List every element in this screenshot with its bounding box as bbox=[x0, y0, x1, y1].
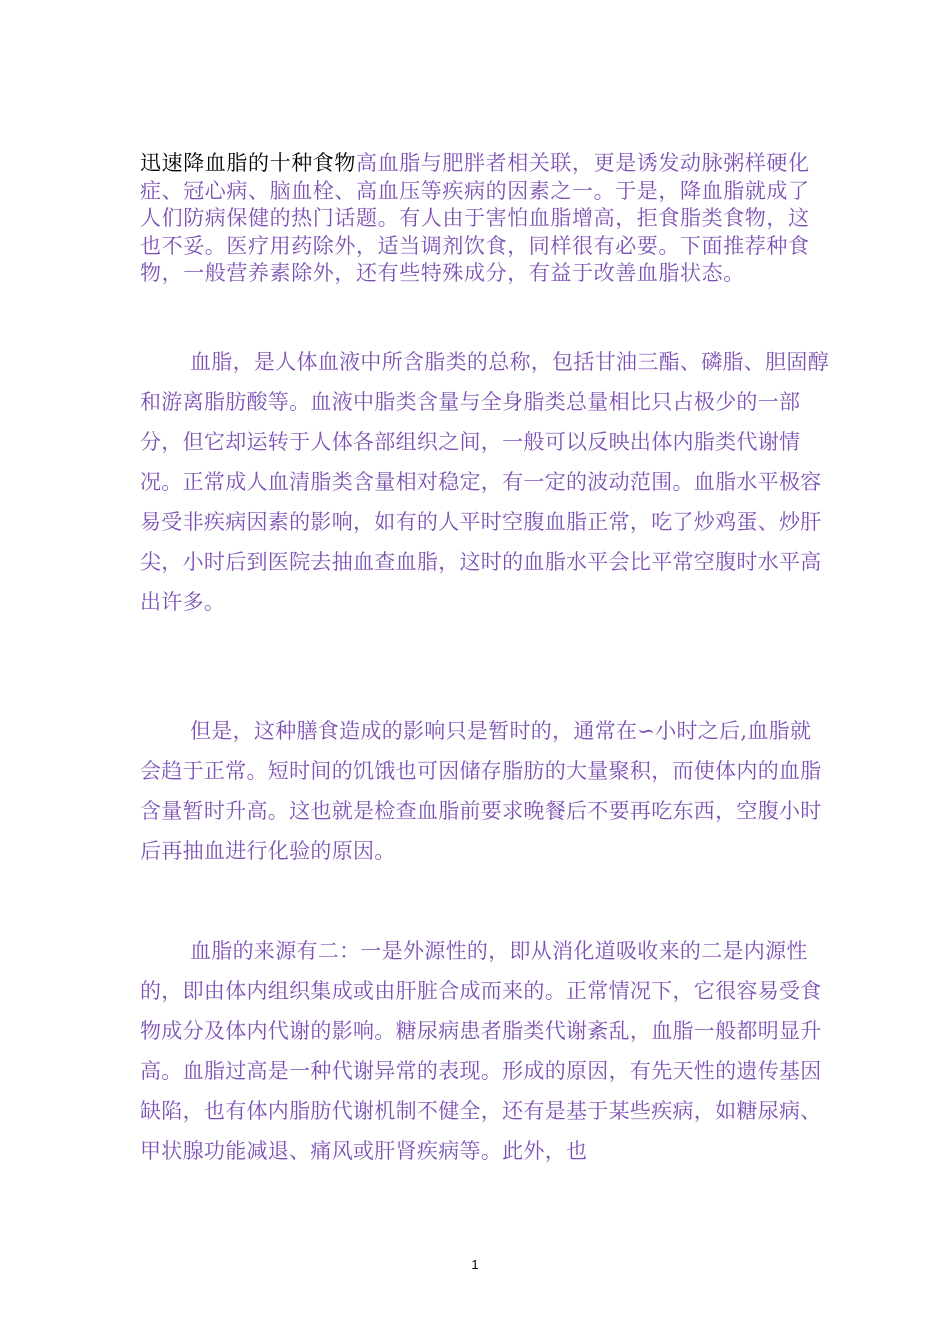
page-number: 1 bbox=[471, 1257, 479, 1272]
body-paragraph-3: 血脂的来源有二：一是外源性的，即从消化道吸收来的二是内源性的，即由体内组织集成或由肝脏合成而来的。正常情况下，它很容易受食物成分及体内代谢的影响。糖尿病患者脂类代谢紊乱，血脂一般都明显升高。血脂过高是一种代谢异常的表现。形成的原因，有先天性的遗传基因缺陷，也有体内脂肪代谢机制不健全，还有是基于某些疾病，如糖尿病、甲状腺功能减退、痛风或肝肾疾病等。此外，也 bbox=[140, 939, 822, 1163]
intro-text: 高血脂与肥胖者相关联，更是诱发动脉粥样硬化症、冠心病、脑血栓、高血压等疾病的因素之一。于是，降血脂就成了人们防病保健的热门话题。有人由于害怕血脂增高，拒食脂类食物，这也不妥。医疗用药除外，适当调剂饮食，同样很有必要。下面推荐种食物，一般营养素除外，还有些特殊成分，有益于改善血脂状态。 bbox=[140, 151, 810, 285]
intro-paragraph bbox=[140, 150, 820, 288]
document-title: 迅速降血脂的十种食物 bbox=[140, 151, 356, 175]
body-paragraph-1: 血脂，是人体血液中所含脂类的总称，包括甘油三酯、磷脂、胆固醇和游离脂肪酸等。血液中脂类含量与全身脂类总量相比只占极少的一部分，但它却运转于人体各部组织之间，一般可以反映出体内脂类代谢情况。正常成人血清脂类含量相对稳定，有一定的波动范围。血脂水平极容易受非疾病因素的影响，如有的人平时空腹血脂正常，吃了炒鸡蛋、炒肝尖，小时后到医院去抽血查血脂，这时的血脂水平会比平常空腹时水平高出许多。 bbox=[140, 350, 829, 614]
body-paragraph-2: 但是，这种膳食造成的影响只是暂时的，通常在∽小时之后,血脂就会趋于正常。短时间的饥饿也可因储存脂肪的大量聚积，而使体内的血脂含量暂时升高。这也就是检查血脂前要求晚餐后不要再吃东西，空腹小时后再抽血进行化验的原因。 bbox=[140, 719, 822, 863]
